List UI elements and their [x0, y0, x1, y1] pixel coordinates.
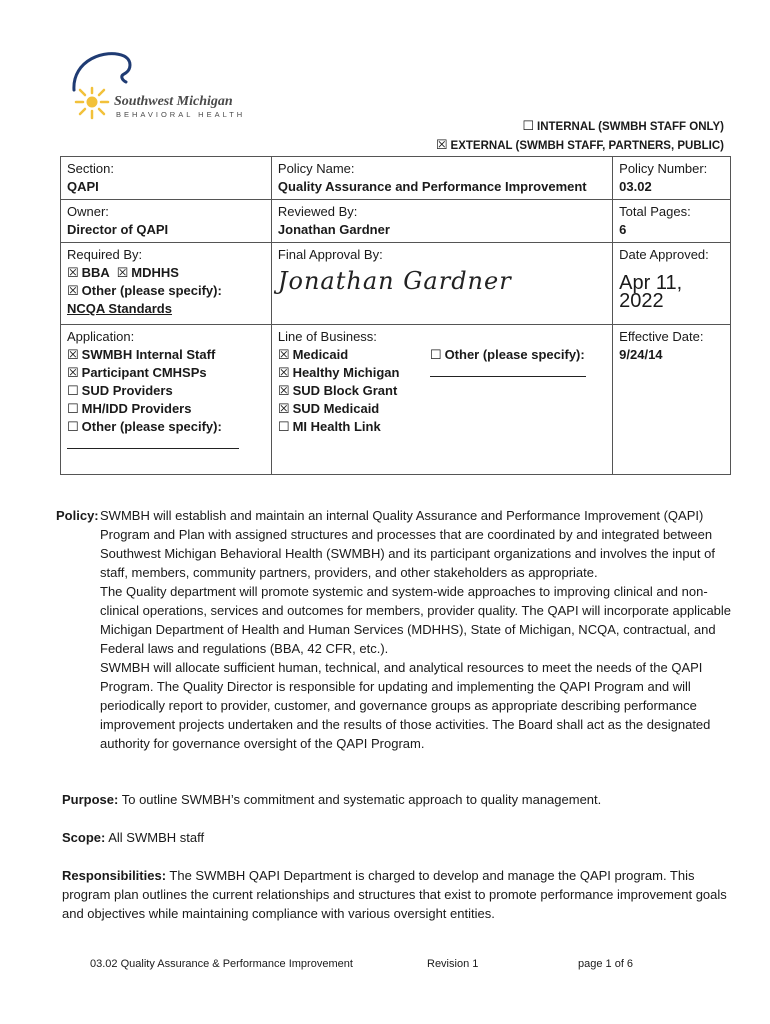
app-item: ☐ Other (please specify):: [67, 419, 222, 434]
signature: Jonathan Gardner: [277, 267, 512, 295]
checkbox-lob-2[interactable]: ☒: [277, 383, 290, 398]
section-value: QAPI: [67, 179, 99, 194]
policy-paragraph: The Quality department will promote systemic and system-wide approaches to improving clinical and non-clinical operations, services and outcomes for members, provider quality. The QAPI will incorporate applicable Michigan Department of Health and Human Services (MDHHS), State of Michigan, NCQA, contractual, and Federal laws and regulations (BBA, 42 CFR, etc.).: [100, 584, 732, 656]
lob-item: ☒ Medicaid: [277, 347, 349, 362]
owner-cell: Owner: Director of QAPI: [61, 200, 272, 243]
purpose-text: To outline SWMBH’s commitment and systematic approach to quality management.: [121, 792, 602, 807]
footer-doc-title: 03.02 Quality Assurance & Performance Improvement: [90, 958, 353, 970]
scope-section: [62, 828, 732, 847]
scope-text: All SWMBH staff: [108, 830, 205, 845]
checkbox-external[interactable]: ☒: [435, 137, 448, 152]
policy-paragraph: SWMBH will establish and maintain an internal Quality Assurance and Performance Improvement (QAPI) Program and Plan with assigned structures and processes that are coordinated by and integrated between Southwest Michigan Behavioral Health (SWMBH) and its participant organizations and involves the input of staff, members, community partners, providers, and other stakeholders as appropriate.: [100, 508, 715, 580]
checkbox-app-4[interactable]: ☐: [67, 419, 79, 434]
checkbox-app-1[interactable]: ☒: [67, 365, 79, 380]
policy-number-cell: Policy Number: 03.02: [613, 157, 731, 200]
date-approved-value: Apr 11, 2022: [619, 272, 683, 312]
policy-label: Policy:: [56, 508, 99, 523]
lob-item: ☒ Healthy Michigan: [277, 365, 400, 380]
purpose-section: [62, 790, 732, 809]
responsibilities-text: The SWMBH QAPI Department is charged to develop and manage the QAPI program. This program plan outlines the current relationships and structures that exist to promote performance improvement goals and objectives while maintaining compliance with various oversight entities.: [62, 868, 727, 921]
scope-label: Scope:: [62, 830, 106, 845]
distribution-external: ☒ EXTERNAL (SWMBH STAFF, PARTNERS, PUBLIC): [435, 137, 724, 152]
application-cell: Application: ☒ SWMBH Internal Staff ☒ Participant CMHSPs ☐ SUD Providers ☐ MH/IDD Providers ☐ Other (please specify):: [61, 325, 272, 475]
policy-number-value: 03.02: [619, 179, 652, 194]
checkbox-bba[interactable]: ☒: [67, 265, 79, 280]
logo-arc: [74, 54, 130, 90]
policy-name-value: Quality Assurance and Performance Improvement: [277, 179, 587, 194]
effective-date-value: 9/24/14: [619, 347, 663, 362]
line-of-business-cell: Line of Business: ☒ Medicaid ☒ Healthy Michigan ☒ SUD Block Grant ☒ SUD Medicaid ☐ MI Health Link ☐ Other (please specify):: [271, 325, 612, 475]
app-item: ☒ Participant CMHSPs: [67, 365, 207, 380]
checkbox-internal[interactable]: ☐: [522, 118, 535, 133]
checkbox-lob-4[interactable]: ☐: [277, 419, 290, 434]
final-approval-cell: Final Approval By: Jonathan Gardner: [271, 243, 612, 325]
footer-revision: Revision 1: [427, 958, 479, 970]
footer-page-number: page 1 of 6: [578, 958, 634, 970]
reviewed-cell: Reviewed By: Jonathan Gardner: [271, 200, 612, 243]
checkbox-lob-0[interactable]: ☒: [277, 347, 290, 362]
checkbox-lob-1[interactable]: ☒: [277, 365, 290, 380]
checkbox-lob-3[interactable]: ☒: [277, 401, 290, 416]
policy-section: [56, 506, 732, 753]
checkbox-app-3[interactable]: ☐: [67, 401, 79, 416]
date-approved-cell: Date Approved: Apr 11, 2022: [613, 243, 731, 325]
checkbox-app-0[interactable]: ☒: [67, 347, 79, 362]
total-pages-cell: Total Pages: 6: [613, 200, 731, 243]
policy-header-table: [60, 156, 731, 475]
required-by-cell: Required By: ☒ BBA ☒ MDHHS ☒ Other (please specify): NCQA Standards: [61, 243, 272, 325]
checkbox-req-other[interactable]: ☒: [67, 283, 79, 298]
lob-other: ☐ Other (please specify):: [430, 346, 586, 382]
total-pages-value: 6: [619, 222, 627, 237]
section-cell: Section: QAPI: [61, 157, 272, 200]
sun-icon: [76, 88, 108, 118]
app-item: ☐ SUD Providers: [67, 383, 173, 398]
req-other-value: NCQA Standards: [67, 301, 172, 316]
app-item: ☐ MH/IDD Providers: [67, 401, 192, 416]
owner-value: Director of QAPI: [67, 222, 169, 237]
checkbox-lob-other[interactable]: ☐: [429, 347, 442, 362]
lob-item: ☐ MI Health Link: [277, 419, 381, 434]
responsibilities-label: Responsibilities:: [62, 868, 167, 883]
lob-other-blank[interactable]: [430, 364, 586, 377]
checkbox-app-2[interactable]: ☐: [67, 383, 79, 398]
lob-item: ☒ SUD Medicaid: [277, 401, 380, 416]
effective-date-cell: Effective Date: 9/24/14: [613, 325, 731, 475]
lob-item: ☒ SUD Block Grant: [277, 383, 398, 398]
logo-name: Southwest Michigan: [114, 94, 233, 109]
app-other-blank[interactable]: [67, 436, 239, 449]
responsibilities-section: [62, 866, 732, 923]
checkbox-mdhhs[interactable]: ☒: [116, 265, 129, 280]
distribution-internal: ☐ INTERNAL (SWMBH STAFF ONLY): [522, 118, 724, 133]
policy-name-cell: Policy Name: Quality Assurance and Performance Improvement: [271, 157, 612, 200]
reviewed-value: Jonathan Gardner: [277, 222, 390, 237]
purpose-label: Purpose:: [62, 792, 119, 807]
app-item: ☒ SWMBH Internal Staff: [67, 347, 216, 362]
policy-paragraph: SWMBH will allocate sufficient human, technical, and analytical resources to meet the needs of the QAPI Program. The Quality Director is responsible for updating and implementing the QAPI Program and will periodically report to provider, customer, and governance groups as appropriate describing performance improvement projects undertaken and the results of those activities. The Board shall act as the designated authority for governance oversight of the QAPI Program.: [100, 660, 711, 751]
logo-subname: BEHAVIORAL HEALTH: [116, 110, 246, 119]
